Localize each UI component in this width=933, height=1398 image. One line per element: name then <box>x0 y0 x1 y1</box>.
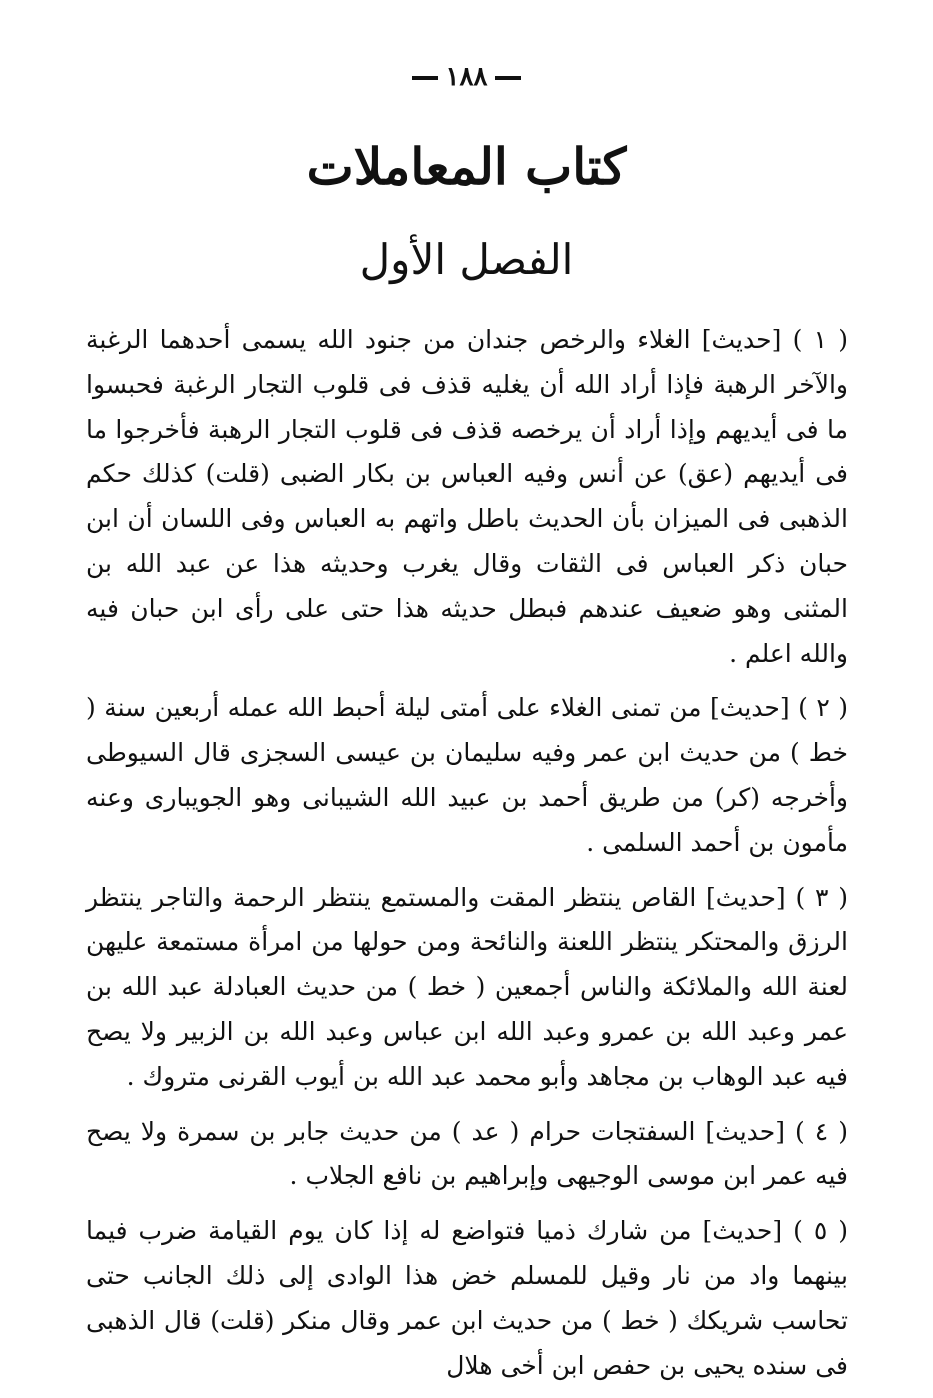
hadith-paragraph <box>86 318 848 676</box>
hadith-number: ( ١ ) <box>792 325 849 354</box>
hadith-paragraph <box>86 1110 848 1200</box>
document-body <box>86 318 848 1398</box>
hadith-text: [حديث] من تمنى الغلاء على أمتى ليلة أحبط الله عمله أربعين سنة ( خط ) من حديث ابن عمر وفيه سليمان بن عيسى السجزى قال السيوطى وأخرجه (كر) من طريق أحمد بن عبيد الله الشيبانى وهو الجويبارى وعنه مأمون بن أحمد السلمى . <box>86 693 848 857</box>
hadith-number: ( ٢ ) <box>798 693 849 723</box>
hadith-text: [حديث] الغلاء والرخص جندان من جنود الله يسمى أحدهما الرغبة والآخر الرهبة فإذا أراد الله أن يغليه قذف فى قلوب التجار الرغبة فحبسوا ما فى أيديهم وإذا أراد أن يرخصه قذف فى قلوب التجار الرهبة فأخرجوا ما فى أيديهم (عق) عن أنس وفيه العباس بن بكار الضبى (قلت) كذلك حكم الذهبى فى الميزان بأن الحديث باطل واتهم به العباس وفى اللسان أن ابن حبان ذكر العباس فى الثقات وقال يغرب وحديثه هذا عن عبد الله بن المثنى وهو ضعيف عندهم فبطل حديثه هذا حتى على رأى ابن حبان فيه والله اعلم . <box>86 325 848 668</box>
book-title: كتاب المعاملات <box>306 137 627 196</box>
hadith-number: ( ٤ ) <box>795 1116 848 1146</box>
page-number <box>0 62 933 92</box>
section-title: الفصل الأول <box>359 235 574 284</box>
hadith-paragraph <box>86 876 848 1100</box>
page-number-text: ١٨٨ <box>445 62 488 92</box>
page-number-dash-right <box>495 76 521 80</box>
page-number-dash-left <box>412 76 438 80</box>
hadith-text: [حديث] القاص ينتظر المقت والمستمع ينتظر الرحمة والتاجر ينتظر الرزق والمحتكر ينتظر اللعنة والنائحة ومن حولها من امرأة مستمعة عليهن لعنة الله والملائكة والناس أجمعين ( خط ) من حديث العبادلة عبد الله بن عمر وعبد الله بن عمرو وعبد الله ابن عباس وعبد الله بن الزبير ولا يصح فيه عبد الوهاب بن مجاهد وأبو محمد عبد الله بن أيوب القرنى متروك . <box>86 882 848 1091</box>
hadith-paragraph <box>86 686 848 865</box>
hadith-text: [حديث] من شارك ذميا فتواضع له إذا كان يوم القيامة ضرب فيما بينهما واد من نار وقيل للمسلم خض هذا الوادى إلى ذلك الجانب حتى تحاسب شريكك ( خط ) من حديث ابن عمر وقال منكر (قلت) قال الذهبى فى سنده يحيى بن حفص ابن أخى هلال <box>86 1216 848 1380</box>
hadith-number: ( ٥ ) <box>793 1216 849 1246</box>
hadith-text: [حديث] السفتجات حرام ( عد ) من حديث جابر بن سمرة ولا يصح فيه عمر ابن موسى الوجيهى وإبراهيم بن نافع الجلاب . <box>86 1116 848 1191</box>
hadith-number: ( ٣ ) <box>795 882 848 912</box>
hadith-paragraph <box>86 1209 848 1388</box>
